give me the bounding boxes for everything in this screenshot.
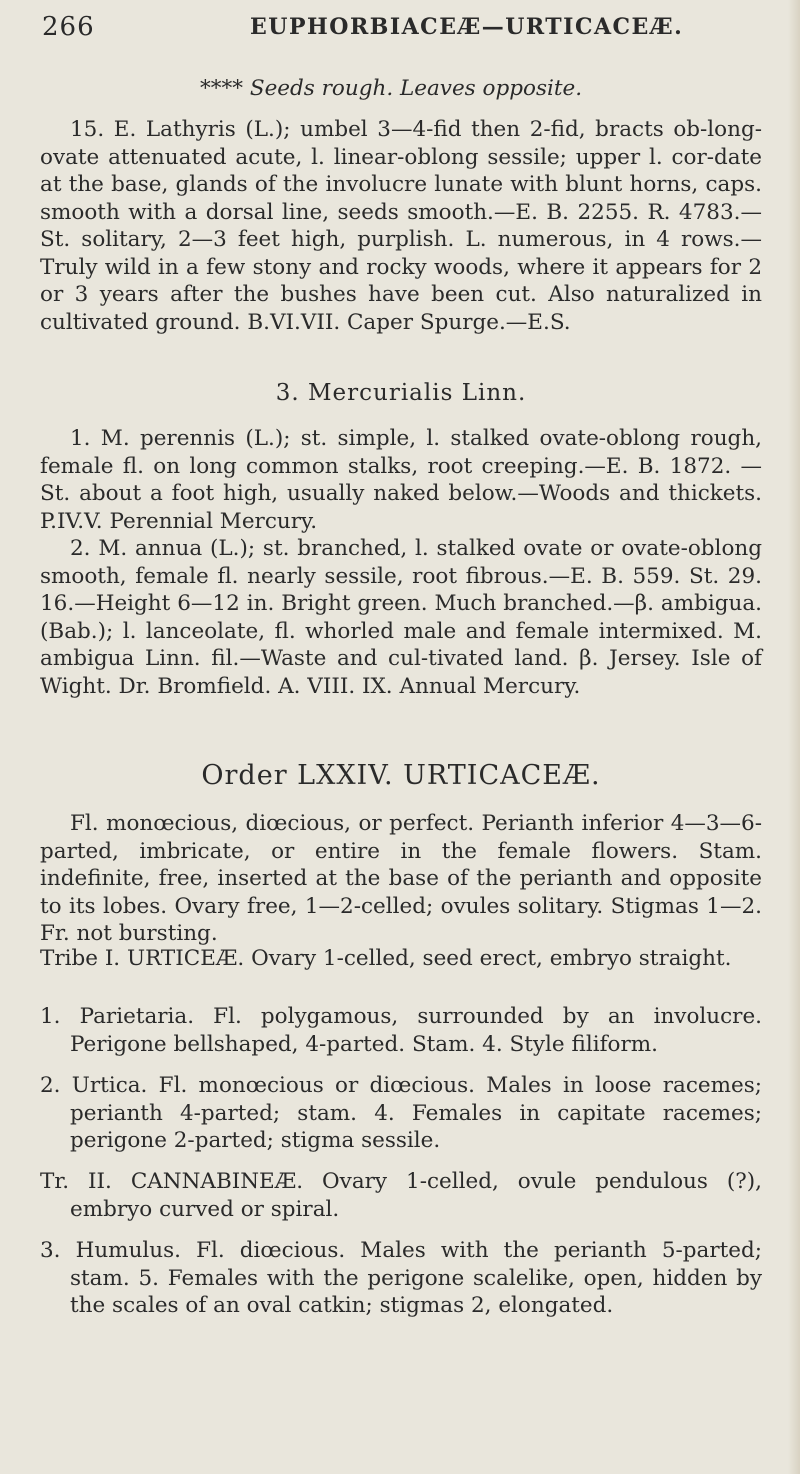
page-number: 266	[42, 12, 95, 42]
order-heading	[40, 762, 762, 790]
order-description	[40, 810, 762, 948]
order-text: Fl. monœcious, diœcious, or perfect. Perianth inferior 4—3—6-parted, imbricate, or entire in the female flowers. Stam. indefinite, free, inserted at the base of the perianth and opposite to its lobes. Ovary free, 1—2-celled; ovules solitary. Stigmas 1—2. Fr. not bursting.	[40, 811, 762, 946]
genus-text: 1. Parietaria. Fl. polygamous, surrounded by an involucre. Perigone bellshaped, 4-parted. Stam. 4. Style filiform.	[40, 1004, 762, 1057]
order-title: Order LXXIV. URTICACEÆ.	[201, 760, 601, 791]
tribe-text: Tr. II. CANNABINEÆ. Ovary 1-celled, ovule pendulous (?), embryo curved or spiral.	[40, 1169, 762, 1222]
subheading-block	[40, 75, 762, 103]
entry-lathyris	[40, 116, 762, 336]
page-edge-shadow	[788, 0, 800, 1474]
genus-text: 2. Urtica. Fl. monœcious or diœcious. Males in loose racemes; perianth 4-parted; stam. 4. Females in capitate racemes; perigone 2-parted; stigma sessile.	[40, 1073, 762, 1153]
genus-mercurialis-title: 3. Mercurialis Linn.	[275, 380, 527, 406]
tribe-text: Tribe I. URTICEÆ. Ovary 1-celled, seed erect, embryo straight.	[40, 946, 732, 971]
subheading: **** Seeds rough. Leaves opposite.	[200, 76, 583, 101]
entry-text: 1. M. perennis (L.); st. simple, l. stalked ovate-oblong rough, female fl. on long common stalks, root creeping.—E. B. 1872. —St. about a foot high, usually naked below.—Woods and thickets. P.IV.V. Perennial Mercury.	[40, 426, 762, 534]
genus-humulus	[40, 1237, 762, 1320]
genus-parietaria	[40, 1003, 762, 1058]
entry-annua	[40, 535, 762, 700]
entry-perennis	[40, 425, 762, 535]
tribe-urticeae	[40, 945, 762, 973]
entry-text: 15. E. Lathyris (L.); umbel 3—4-fid then 2-fid, bracts ob-long-ovate attenuated acute, l. linear-oblong sessile; upper l. cor-date at the base, glands of the involucre lunate with blunt horns, caps. smooth with a dorsal line, seeds smooth.—E. B. 2255. R. 4783.—St. solitary, 2—3 feet high, purplish. L. numerous, in 4 rows.—Truly wild in a few stony and rocky woods, where it appears for 2 or 3 years after the bushes have been cut. Also naturalized in cultivated ground. B.VI.VII. Caper Spurge.—E.S.	[40, 117, 762, 335]
tribe-cannabineae	[40, 1168, 762, 1223]
genus-urtica	[40, 1072, 762, 1155]
entry-text: 2. M. annua (L.); st. branched, l. stalked ovate or ovate-oblong smooth, female fl. nearly sessile, root fibrous.—E. B. 559. St. 29. 16.—Height 6—12 in. Bright green. Much branched.—β. ambigua. (Bab.); l. lanceolate, fl. whorled male and female intermixed. M. ambigua Linn. fil.—Waste and cul-tivated land. β. Jersey. Isle of Wight. Dr. Bromfield. A. VIII. IX. Annual Mercury.	[40, 536, 762, 699]
page-header	[42, 12, 760, 52]
running-head: EUPHORBIACEÆ—URTICACEÆ.	[250, 14, 684, 40]
genus-text: 3. Humulus. Fl. diœcious. Males with the perianth 5-parted; stam. 5. Females with the perigone scalelike, open, hidden by the scales of an oval catkin; stigmas 2, elongated.	[40, 1238, 762, 1318]
genus-heading	[40, 380, 762, 408]
